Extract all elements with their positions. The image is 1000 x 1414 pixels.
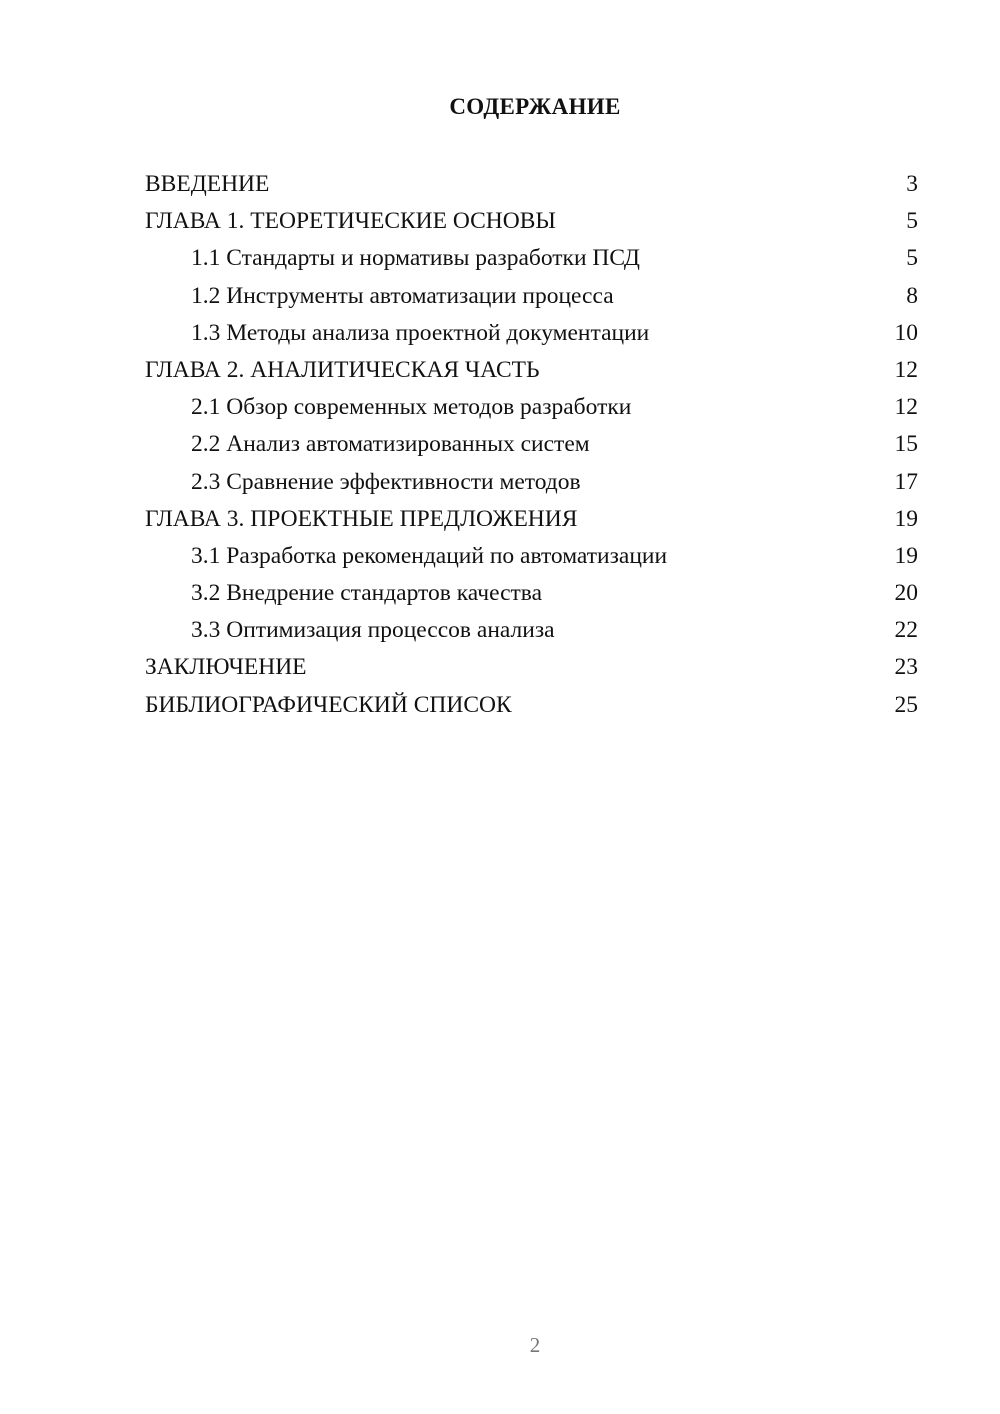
toc-entry-chapter-3[interactable] (145, 501, 918, 538)
toc-entry-label: ГЛАВА 3. ПРОЕКТНЫЕ ПРЕДЛОЖЕНИЯ (145, 505, 578, 532)
toc-entry-page: 19 (894, 505, 918, 532)
toc-entry-page: 8 (906, 282, 918, 309)
toc-entry-label: ЗАКЛЮЧЕНИЕ (145, 654, 307, 681)
toc-entry-section-2-3[interactable] (145, 464, 918, 501)
toc-entry-page: 17 (894, 468, 918, 495)
toc-entry-introduction[interactable] (145, 166, 918, 203)
toc-entry-conclusion[interactable] (145, 649, 918, 686)
toc-entry-section-1-2[interactable] (145, 278, 918, 315)
toc-entry-page: 12 (894, 394, 918, 421)
toc-entry-section-2-2[interactable] (145, 426, 918, 463)
toc-entry-page: 3 (906, 171, 918, 197)
toc-entry-section-2-1[interactable] (145, 389, 918, 426)
toc-entry-label: 2.2 Анализ автоматизированных систем (191, 431, 590, 458)
toc-entry-label: 2.1 Обзор современных методов разработки (191, 394, 632, 421)
toc-entry-label: БИБЛИОГРАФИЧЕСКИЙ СПИСОК (145, 691, 512, 718)
toc-entry-page: 20 (894, 580, 918, 607)
toc-entry-page: 10 (894, 319, 918, 346)
toc-entry-section-1-3[interactable] (145, 315, 918, 352)
toc-entry-label: 2.3 Сравнение эффективности методов (191, 468, 581, 495)
toc-entry-section-1-1[interactable] (145, 240, 918, 277)
toc-entry-label: 1.2 Инструменты автоматизации процесса (191, 282, 614, 309)
toc-entry-chapter-2[interactable] (145, 352, 918, 389)
toc-entry-section-3-1[interactable] (145, 538, 918, 575)
toc-entry-page: 5 (906, 208, 918, 235)
page-title: СОДЕРЖАНИЕ (449, 94, 621, 119)
toc-entry-page: 12 (894, 356, 918, 383)
toc-entry-label: ГЛАВА 2. АНАЛИТИЧЕСКАЯ ЧАСТЬ (145, 356, 540, 383)
toc-entry-label: 3.1 Разработка рекомендаций по автоматизации (191, 542, 668, 569)
toc-entry-section-3-2[interactable] (145, 575, 918, 612)
table-of-contents (145, 166, 918, 724)
toc-entry-label: 1.1 Стандарты и нормативы разработки ПСД (191, 245, 640, 272)
toc-entry-page: 15 (894, 431, 918, 458)
toc-entry-label: ВВЕДЕНИЕ (145, 171, 270, 197)
toc-entry-page: 19 (894, 542, 918, 569)
toc-entry-label: 3.2 Внедрение стандартов качества (191, 580, 543, 607)
toc-entry-label: 3.3 Оптимизация процессов анализа (191, 617, 555, 644)
toc-entry-page: 5 (906, 245, 918, 272)
toc-entry-page: 22 (894, 617, 918, 644)
toc-entry-page: 25 (894, 691, 918, 718)
toc-entry-bibliography[interactable] (145, 687, 918, 724)
page-number: 2 (529, 1333, 541, 1357)
toc-entry-page: 23 (894, 654, 918, 681)
toc-entry-label: 1.3 Методы анализа проектной документации (191, 319, 650, 346)
toc-entry-chapter-1[interactable] (145, 203, 918, 240)
toc-entry-label: ГЛАВА 1. ТЕОРЕТИЧЕСКИЕ ОСНОВЫ (145, 208, 556, 235)
toc-entry-section-3-3[interactable] (145, 612, 918, 649)
